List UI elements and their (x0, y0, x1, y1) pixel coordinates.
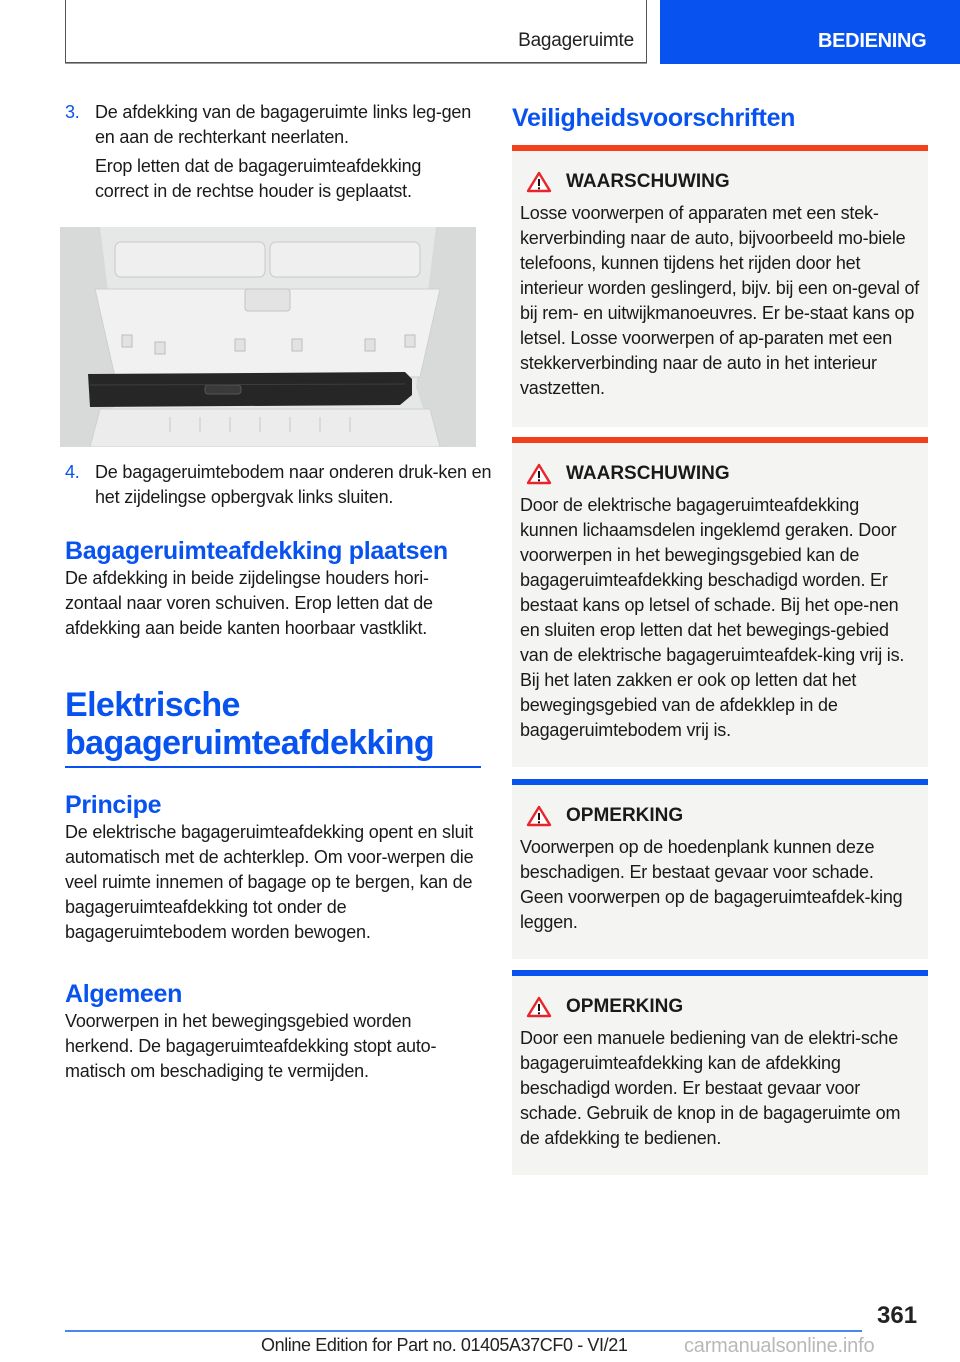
section-algemeen (65, 979, 485, 1084)
principe-heading: Principe (65, 791, 162, 819)
step-4 (65, 460, 511, 510)
note-box (512, 970, 928, 1175)
step-text: De afdekking van de bagageruimte links leg-gen en aan de rechterkant neerlaten. (95, 102, 472, 147)
section-title: Bagageruimte (518, 30, 634, 51)
notice-text: Voorwerpen op de hoedenplank kunnen deze beschadigen. Er bestaat gevaar voor schade. Geen voorwerpen op de bagageruimteafdek-king leggen. (520, 837, 903, 932)
notice-title: OPMERKING (566, 805, 684, 826)
notice-title: WAARSCHUWING (566, 171, 730, 192)
section-principe (65, 790, 485, 945)
section-heading: Bagageruimteafdekking plaatsen (65, 537, 448, 565)
watermark[interactable]: carmanualsonline.info (684, 1335, 875, 1357)
warning-triangle-icon (526, 805, 552, 827)
left-column (65, 100, 481, 204)
step-text: De bagageruimtebodem naar onderen druk-ken en het zijdelingse opbergvak links sluiten. (95, 462, 492, 507)
chapter-heading (65, 686, 481, 768)
running-header (65, 0, 647, 63)
section-text: De afdekking in beide zijdelingse houders hori-zontaal naar voren schuiven. Erop letten dat de afdekking aan beide kanten hoorbaar vastklikt. (65, 568, 433, 638)
notice-text: Door een manuele bediening van de elektri-sche bagageruimteafdekking kan de afdekking beschadigd worden. Er bestaat gevaar voor schade. Gebruik de knop in de bagageruimte om de afdekking te bedienen. (520, 1028, 901, 1148)
chapter-tab-label: BEDIENING (818, 30, 927, 52)
algemeen-heading: Algemeen (65, 980, 183, 1008)
notice-text: Losse voorwerpen of apparaten met een stek-kerverbinding naar de auto, bijvoorbeeld mo-biele telefoons, kunnen tijdens het rijden door het interieur worden geslingerd, bijv. bij een on-geval of bij rem- en uitwijkmanoeuvres. Er be-staat kans op letsel. Losse voorwerpen of ap-paraten met een stekkerverbinding naar de auto in het interieur vastzetten. (520, 203, 920, 398)
trunk-cover-image (60, 227, 476, 447)
step-note: Erop letten dat de bagageruimteafdekking correct in de rechtse houder is geplaatst. (95, 156, 422, 201)
chapter-heading-line1: Elektrische (65, 686, 240, 724)
warning-triangle-icon (526, 996, 552, 1018)
safety-heading: Veiligheidsvoorschriften (512, 104, 796, 132)
notice-text: Door de elektrische bagageruimteafdekking kunnen lichaamsdelen ingeklemd geraken. Door voorwerpen in het bewegingsgebied kan de bagageruimteafdekking beschadigd worden. Er bestaat kans op letsel of schade. Bij het ope-nen en sluiten erop letten dat het bewegings-gebied van de elektrische bagageruimteafdek-king vrij is. Bij het laten zakken er ook op letten dat het bewegingsgebied van de afdekklep in de bagageruimtebodem vrij is. (520, 495, 905, 740)
warning-box (512, 437, 928, 767)
trunk-illustration (60, 227, 476, 447)
edition-info: Online Edition for Part no. 01405A37CF0 - VI/21 (261, 1335, 628, 1355)
algemeen-text: Voorwerpen in het bewegingsgebied worden herkend. De bagageruimteafdekking stopt auto-matisch om beschadiging te vermijden. (65, 1011, 437, 1081)
warning-box (512, 145, 928, 427)
footer-divider (65, 1330, 862, 1332)
chapter-tab[interactable] (660, 0, 960, 64)
warning-triangle-icon (526, 171, 552, 193)
step-number: 3. (65, 102, 80, 122)
notice-title: WAARSCHUWING (566, 463, 730, 484)
notice-title: OPMERKING (566, 996, 684, 1017)
principe-text: De elektrische bagageruimteafdekking opent en sluit automatisch met de achterklep. Om voor-werpen die veel ruimte innemen of bagage op te bergen, kan de bagageruimteafdekking tot onder de bagageruimtebodem worden bewogen. (65, 822, 474, 942)
page-number: 361 (877, 1302, 918, 1329)
step-number: 4. (65, 462, 80, 482)
chapter-heading-line2: bagageruimteafdekking (65, 724, 435, 762)
note-box (512, 779, 928, 959)
section-plaatsen (65, 536, 485, 641)
warning-triangle-icon (526, 463, 552, 485)
step-3 (65, 100, 481, 204)
